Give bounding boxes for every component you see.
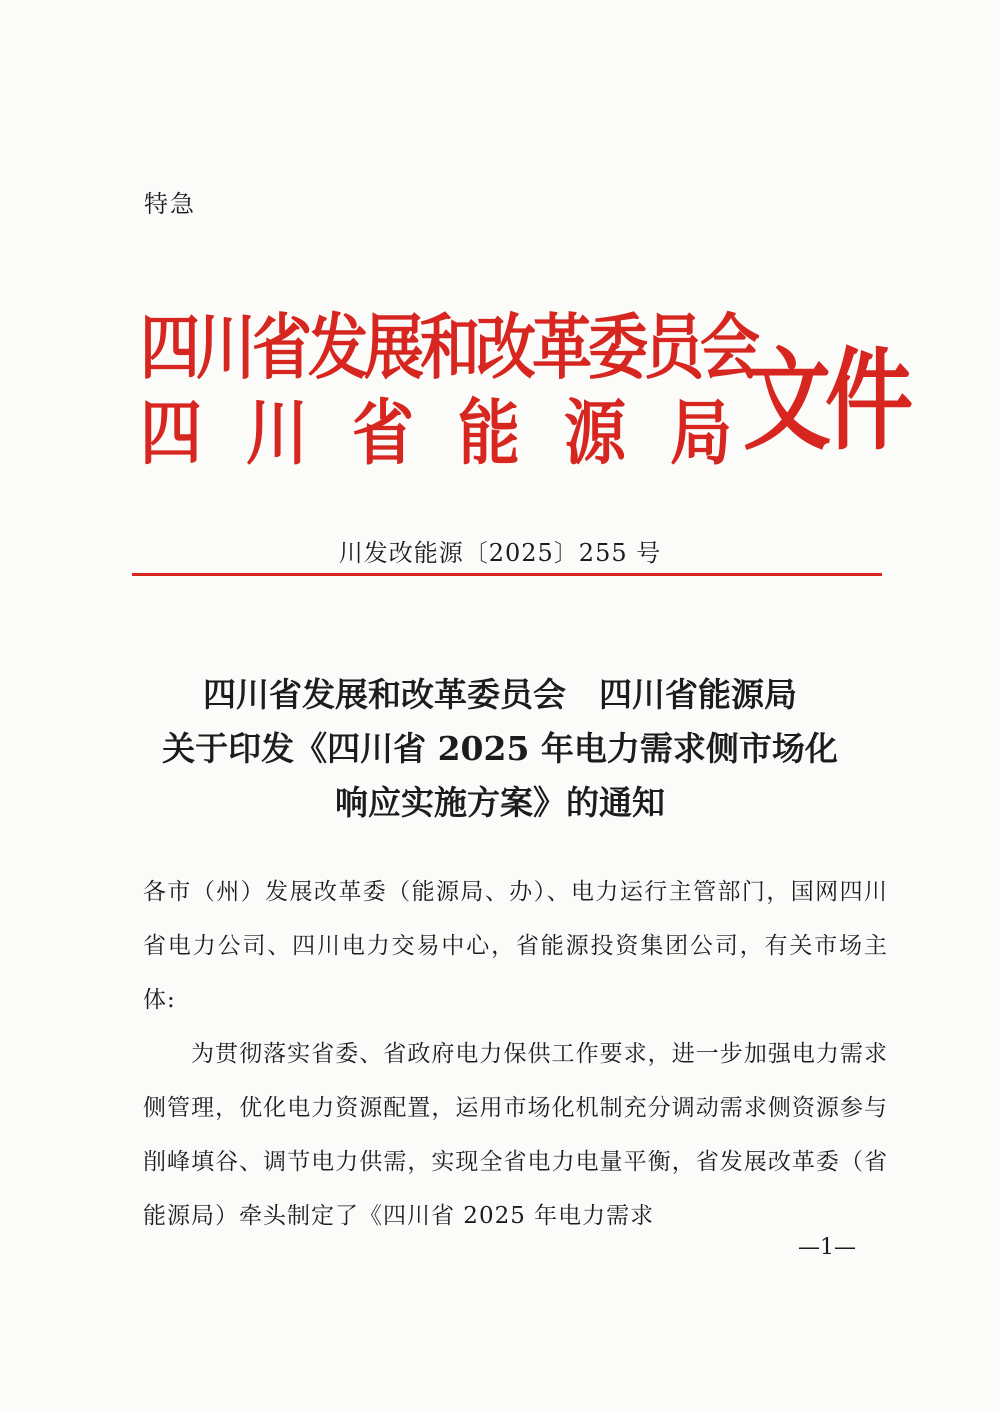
document-number: 川发改能源〔2025〕255 号 <box>338 539 662 567</box>
page-number: —1— <box>798 1235 856 1260</box>
title-line-2: 关于印发《四川省 2025 年电力需求侧市场化 <box>162 729 838 768</box>
red-divider-line <box>132 573 882 576</box>
salutation: 各市（州）发展改革委（能源局、办）、电力运行主管部门，国网四川省电力公司、四川电力交易中心，省能源投资集团公司，有关市场主体: <box>143 879 888 1013</box>
title-line-1: 四川省发展和改革委员会 四川省能源局 <box>203 675 797 714</box>
document-title <box>100 668 900 830</box>
document-body <box>143 865 888 1243</box>
issuer-line-1: 四川省发展和改革委员会 <box>140 307 756 390</box>
issuer-line-2: 四川省能源局 <box>140 390 777 475</box>
body-paragraph: 为贯彻落实省委、省政府电力保供工作要求，进一步加强电力需求侧管理，优化电力资源配置，运用市场化机制充分调动需求侧资源参与削峰填谷、调节电力供需，实现全省电力电量平衡，省发展改革委（省能源局）牵头制定了《四川省 2025 年电力需求 <box>143 1041 888 1229</box>
red-letterhead <box>140 290 908 475</box>
title-line-3: 响应实施方案》的通知 <box>335 783 665 822</box>
urgency-label: 特急 <box>144 190 196 218</box>
document-type-label: 文件 <box>743 336 908 466</box>
